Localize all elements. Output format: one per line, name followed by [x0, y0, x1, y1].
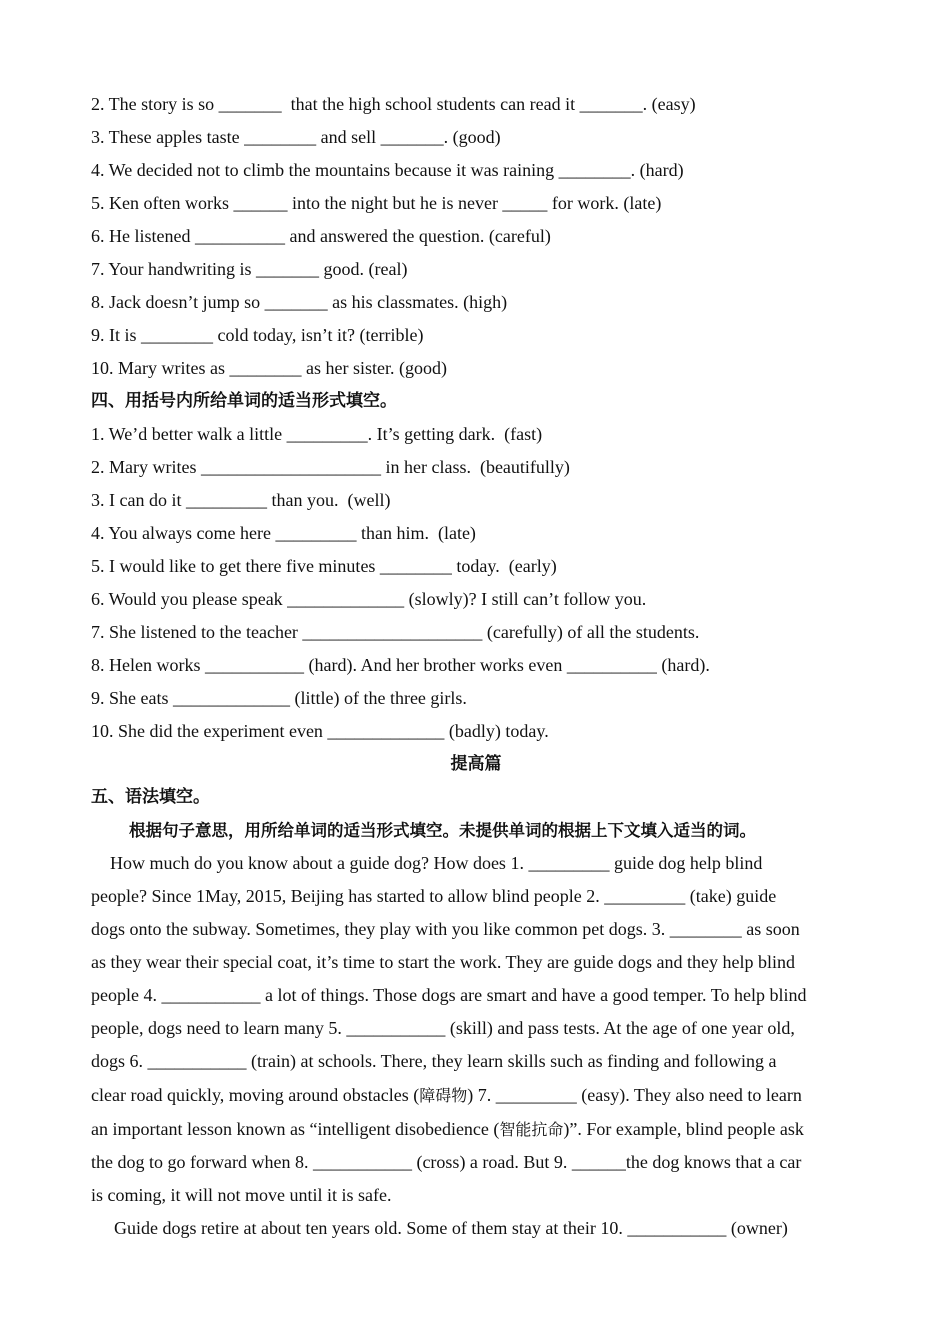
question-item: 6. Would you please speak _____________ (slowly)? I still can’t follow you. — [91, 589, 647, 609]
worksheet-page — [91, 88, 861, 1245]
passage-line — [91, 1112, 861, 1146]
question-item: 9. She eats _____________ (little) of the three girls. — [91, 688, 467, 708]
passage-line: as they wear their special coat, it’s time to start the work. They are guide dogs and they help blind — [91, 952, 795, 972]
section5-instruction: 根据句子意思，用所给单词的适当形式填空。未提供单词的根据上下文填入适当的词。 — [129, 821, 756, 840]
question-item: 5. I would like to get there five minutes ________ today. (early) — [91, 556, 557, 576]
question-item: 2. Mary writes ____________________ in her class. (beautifully) — [91, 457, 570, 477]
question-item: 7. She listened to the teacher ____________________ (carefully) of all the students. — [91, 622, 700, 642]
passage-line: is coming, it will not move until it is safe. — [91, 1185, 392, 1205]
question-item: 10. She did the experiment even _____________ (badly) today. — [91, 721, 549, 741]
question-item: 8. Jack doesn’t jump so _______ as his classmates. (high) — [91, 292, 508, 312]
passage-line: dogs 6. ___________ (train) at schools. There, they learn skills such as finding and following a — [91, 1051, 777, 1071]
question-item: 3. These apples taste ________ and sell _______. (good) — [91, 127, 501, 147]
question-item: 10. Mary writes as ________ as her sister. (good) — [91, 358, 447, 378]
passage-text: an important lesson known as “intelligent disobedience ( — [91, 1119, 500, 1139]
passage-line: How much do you know about a guide dog? How does 1. _________ guide dog help blind — [110, 853, 763, 873]
question-item: 6. He listened __________ and answered the question. (careful) — [91, 226, 551, 246]
question-item: 9. It is ________ cold today, isn’t it? (terrible) — [91, 325, 424, 345]
passage-cjk-term: 智能抗命 — [499, 1120, 564, 1139]
passage-text: )”. For example, blind people ask — [563, 1119, 804, 1139]
passage-cjk-term: 障碍物 — [419, 1086, 468, 1105]
question-item: 5. Ken often works ______ into the night but he is never _____ for work. (late) — [91, 193, 662, 213]
advanced-section-title: 提高篇 — [450, 754, 502, 774]
passage-line: people? Since 1May, 2015, Beijing has started to allow blind people 2. _________ (take) guide — [91, 886, 777, 906]
question-item: 4. We decided not to climb the mountains because it was raining ________. (hard) — [91, 160, 684, 180]
passage — [91, 847, 861, 1245]
question-item: 7. Your handwriting is _______ good. (real) — [91, 259, 408, 279]
question-item: 4. You always come here _________ than him. (late) — [91, 523, 476, 543]
question-item: 2. The story is so _______ that the high school students can read it _______. (easy) — [91, 94, 696, 114]
passage-text: ) 7. _________ (easy). They also need to learn — [467, 1085, 802, 1105]
section4-question-list — [91, 418, 861, 748]
section4-heading: 四、用括号内所给单词的适当形式填空。 — [91, 391, 397, 411]
passage-line: dogs onto the subway. Sometimes, they play with you like common pet dogs. 3. ________ as soon — [91, 919, 800, 939]
section3-question-list — [91, 88, 861, 385]
passage-line — [91, 1078, 861, 1112]
question-item: 8. Helen works ___________ (hard). And her brother works even __________ (hard). — [91, 655, 710, 675]
passage-text: clear road quickly, moving around obstacles ( — [91, 1085, 420, 1105]
passage-line: the dog to go forward when 8. ___________ (cross) a road. But 9. ______the dog knows that a car — [91, 1152, 802, 1172]
passage-line: Guide dogs retire at about ten years old. Some of them stay at their 10. ___________ (owner) — [114, 1218, 788, 1238]
section5-heading: 五、语法填空。 — [91, 787, 210, 807]
question-item: 3. I can do it _________ than you. (well) — [91, 490, 391, 510]
question-item: 1. We’d better walk a little _________. It’s getting dark. (fast) — [91, 424, 543, 444]
passage-line: people, dogs need to learn many 5. ___________ (skill) and pass tests. At the age of one year old, — [91, 1018, 795, 1038]
passage-line: people 4. ___________ a lot of things. Those dogs are smart and have a good temper. To help blind — [91, 985, 807, 1005]
